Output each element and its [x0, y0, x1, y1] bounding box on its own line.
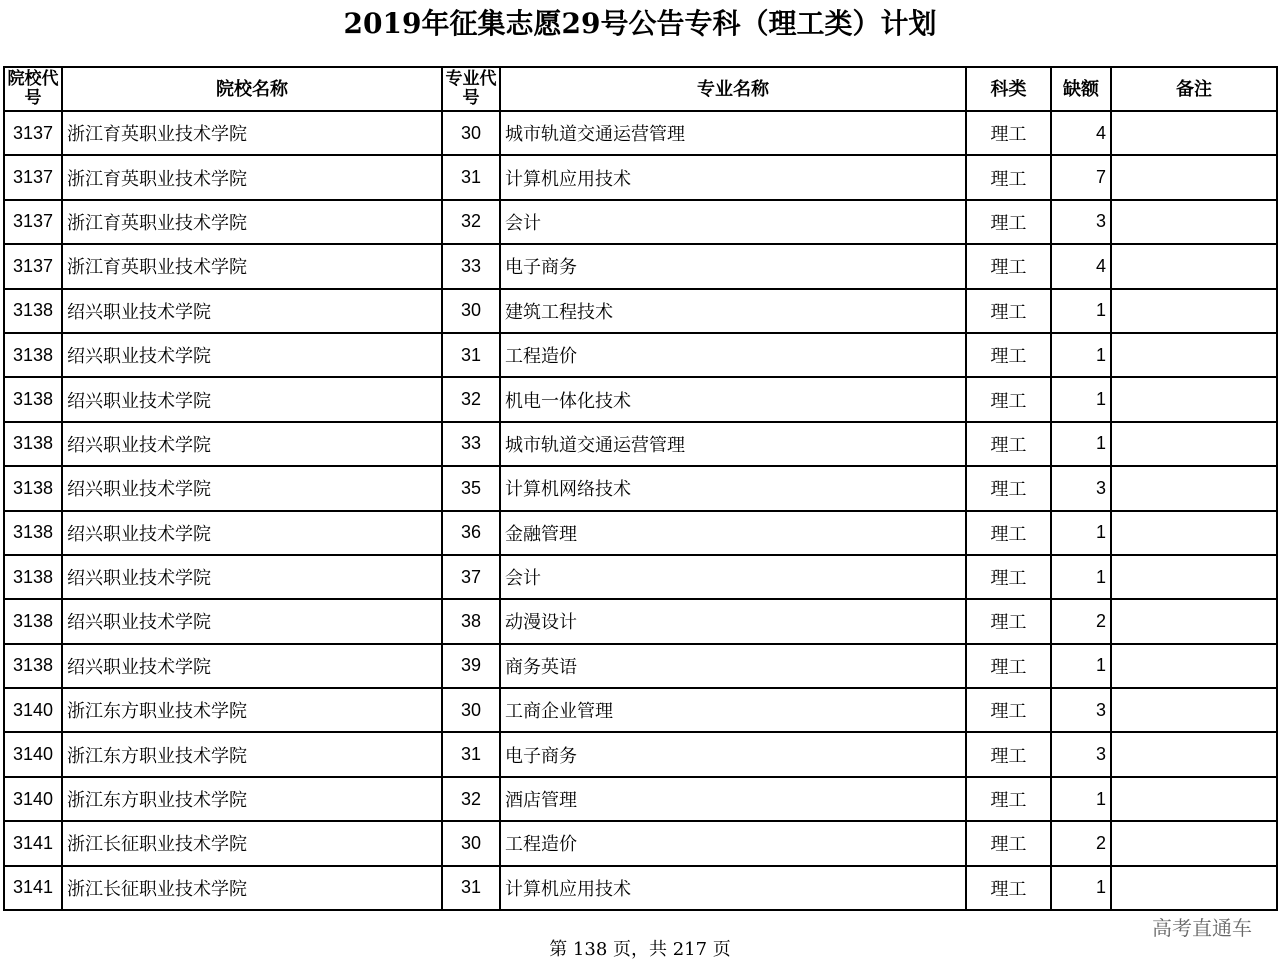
cell-major-name: 金融管理: [500, 511, 966, 555]
table-row: [4, 377, 1277, 421]
cell-major-name: 工程造价: [500, 821, 966, 865]
cell-school-name: 浙江东方职业技术学院: [62, 777, 442, 821]
cell-vacancy: 1: [1051, 377, 1111, 421]
cell-notes: [1111, 732, 1277, 776]
cell-category: 理工: [966, 866, 1051, 910]
cell-major-code: 31: [442, 866, 500, 910]
header-vacancy: 缺额: [1051, 67, 1111, 111]
cell-major-name: 酒店管理: [500, 777, 966, 821]
cell-notes: [1111, 555, 1277, 599]
header-major-code: 专业代号: [442, 67, 500, 111]
cell-vacancy: 7: [1051, 155, 1111, 199]
cell-notes: [1111, 688, 1277, 732]
cell-major-code: 30: [442, 289, 500, 333]
cell-category: 理工: [966, 111, 1051, 155]
cell-major-code: 35: [442, 466, 500, 510]
cell-vacancy: 2: [1051, 821, 1111, 865]
cell-notes: [1111, 155, 1277, 199]
cell-school-name: 浙江长征职业技术学院: [62, 866, 442, 910]
cell-school-code: 3138: [4, 333, 62, 377]
cell-category: 理工: [966, 377, 1051, 421]
cell-major-name: 城市轨道交通运营管理: [500, 422, 966, 466]
cell-vacancy: 4: [1051, 244, 1111, 288]
cell-school-name: 绍兴职业技术学院: [62, 289, 442, 333]
cell-category: 理工: [966, 821, 1051, 865]
cell-major-name: 建筑工程技术: [500, 289, 966, 333]
cell-major-code: 30: [442, 111, 500, 155]
cell-category: 理工: [966, 688, 1051, 732]
cell-school-name: 绍兴职业技术学院: [62, 333, 442, 377]
cell-category: 理工: [966, 333, 1051, 377]
table-row: [4, 777, 1277, 821]
cell-notes: [1111, 866, 1277, 910]
table-row: [4, 422, 1277, 466]
table-row: [4, 688, 1277, 732]
cell-major-name: 机电一体化技术: [500, 377, 966, 421]
cell-major-code: 37: [442, 555, 500, 599]
cell-category: 理工: [966, 155, 1051, 199]
cell-vacancy: 1: [1051, 422, 1111, 466]
cell-major-name: 电子商务: [500, 244, 966, 288]
header-notes: 备注: [1111, 67, 1277, 111]
cell-school-name: 浙江育英职业技术学院: [62, 155, 442, 199]
cell-school-code: 3138: [4, 511, 62, 555]
table-row: [4, 155, 1277, 199]
cell-notes: [1111, 821, 1277, 865]
cell-major-code: 32: [442, 777, 500, 821]
cell-notes: [1111, 422, 1277, 466]
cell-category: 理工: [966, 555, 1051, 599]
cell-notes: [1111, 644, 1277, 688]
cell-school-code: 3141: [4, 866, 62, 910]
cell-major-code: 30: [442, 821, 500, 865]
cell-major-name: 城市轨道交通运营管理: [500, 111, 966, 155]
cell-school-name: 绍兴职业技术学院: [62, 599, 442, 643]
cell-vacancy: 1: [1051, 777, 1111, 821]
cell-major-code: 33: [442, 422, 500, 466]
cell-category: 理工: [966, 422, 1051, 466]
cell-major-name: 会计: [500, 200, 966, 244]
cell-category: 理工: [966, 244, 1051, 288]
cell-school-name: 浙江育英职业技术学院: [62, 111, 442, 155]
cell-school-code: 3138: [4, 289, 62, 333]
header-school-code: 院校代号: [4, 67, 62, 111]
table-row: [4, 289, 1277, 333]
cell-notes: [1111, 377, 1277, 421]
cell-major-name: 会计: [500, 555, 966, 599]
header-category: 科类: [966, 67, 1051, 111]
cell-school-code: 3137: [4, 155, 62, 199]
table-row: [4, 466, 1277, 510]
cell-school-name: 浙江育英职业技术学院: [62, 200, 442, 244]
cell-vacancy: 1: [1051, 289, 1111, 333]
cell-school-name: 浙江东方职业技术学院: [62, 688, 442, 732]
cell-notes: [1111, 200, 1277, 244]
cell-vacancy: 1: [1051, 644, 1111, 688]
header-school-name: 院校名称: [62, 67, 442, 111]
cell-notes: [1111, 599, 1277, 643]
cell-vacancy: 3: [1051, 466, 1111, 510]
page-title: 2019年征集志愿29号公告专科（理工类）计划: [343, 7, 937, 40]
cell-school-name: 浙江育英职业技术学院: [62, 244, 442, 288]
cell-school-code: 3137: [4, 200, 62, 244]
cell-school-code: 3138: [4, 422, 62, 466]
table-row: [4, 599, 1277, 643]
cell-school-code: 3140: [4, 688, 62, 732]
cell-vacancy: 3: [1051, 732, 1111, 776]
table-body: [4, 111, 1277, 910]
cell-school-code: 3140: [4, 777, 62, 821]
cell-notes: [1111, 511, 1277, 555]
table-row: [4, 732, 1277, 776]
table-row: [4, 644, 1277, 688]
cell-major-code: 30: [442, 688, 500, 732]
cell-category: 理工: [966, 777, 1051, 821]
cell-category: 理工: [966, 599, 1051, 643]
cell-major-code: 36: [442, 511, 500, 555]
cell-major-code: 31: [442, 333, 500, 377]
table-header-row: [4, 67, 1277, 111]
cell-vacancy: 1: [1051, 511, 1111, 555]
cell-major-name: 商务英语: [500, 644, 966, 688]
cell-major-code: 33: [442, 244, 500, 288]
cell-category: 理工: [966, 289, 1051, 333]
page-number: 第 138 页，共 217 页: [549, 939, 731, 960]
cell-school-name: 绍兴职业技术学院: [62, 422, 442, 466]
cell-category: 理工: [966, 466, 1051, 510]
cell-school-name: 绍兴职业技术学院: [62, 555, 442, 599]
cell-vacancy: 2: [1051, 599, 1111, 643]
table-row: [4, 333, 1277, 377]
cell-school-code: 3140: [4, 732, 62, 776]
cell-major-name: 计算机应用技术: [500, 866, 966, 910]
table-row: [4, 866, 1277, 910]
cell-major-code: 39: [442, 644, 500, 688]
table-row: [4, 244, 1277, 288]
table-row: [4, 511, 1277, 555]
cell-school-code: 3138: [4, 555, 62, 599]
cell-school-code: 3137: [4, 244, 62, 288]
cell-major-name: 工商企业管理: [500, 688, 966, 732]
enrollment-plan-table: [3, 66, 1278, 911]
cell-school-code: 3138: [4, 466, 62, 510]
cell-category: 理工: [966, 644, 1051, 688]
cell-major-name: 计算机网络技术: [500, 466, 966, 510]
header-major-name: 专业名称: [500, 67, 966, 111]
cell-major-name: 计算机应用技术: [500, 155, 966, 199]
cell-major-name: 动漫设计: [500, 599, 966, 643]
cell-major-name: 工程造价: [500, 333, 966, 377]
cell-school-name: 浙江东方职业技术学院: [62, 732, 442, 776]
table-row: [4, 200, 1277, 244]
cell-major-code: 32: [442, 377, 500, 421]
cell-school-code: 3138: [4, 644, 62, 688]
table-row: [4, 111, 1277, 155]
cell-vacancy: 1: [1051, 555, 1111, 599]
cell-notes: [1111, 244, 1277, 288]
cell-school-code: 3138: [4, 377, 62, 421]
cell-category: 理工: [966, 200, 1051, 244]
cell-school-name: 绍兴职业技术学院: [62, 377, 442, 421]
cell-school-name: 浙江长征职业技术学院: [62, 821, 442, 865]
cell-school-name: 绍兴职业技术学院: [62, 511, 442, 555]
table-row: [4, 555, 1277, 599]
watermark-text: 高考直通车: [1152, 916, 1252, 940]
table-row: [4, 821, 1277, 865]
cell-notes: [1111, 466, 1277, 510]
cell-major-name: 电子商务: [500, 732, 966, 776]
cell-school-code: 3138: [4, 599, 62, 643]
cell-notes: [1111, 333, 1277, 377]
cell-category: 理工: [966, 732, 1051, 776]
cell-school-code: 3141: [4, 821, 62, 865]
cell-vacancy: 4: [1051, 111, 1111, 155]
cell-notes: [1111, 777, 1277, 821]
cell-school-code: 3137: [4, 111, 62, 155]
cell-notes: [1111, 289, 1277, 333]
cell-school-name: 绍兴职业技术学院: [62, 466, 442, 510]
cell-school-name: 绍兴职业技术学院: [62, 644, 442, 688]
cell-vacancy: 3: [1051, 688, 1111, 732]
cell-notes: [1111, 111, 1277, 155]
cell-major-code: 32: [442, 200, 500, 244]
cell-major-code: 31: [442, 155, 500, 199]
cell-vacancy: 3: [1051, 200, 1111, 244]
cell-major-code: 38: [442, 599, 500, 643]
cell-vacancy: 1: [1051, 866, 1111, 910]
cell-vacancy: 1: [1051, 333, 1111, 377]
cell-major-code: 31: [442, 732, 500, 776]
cell-category: 理工: [966, 511, 1051, 555]
